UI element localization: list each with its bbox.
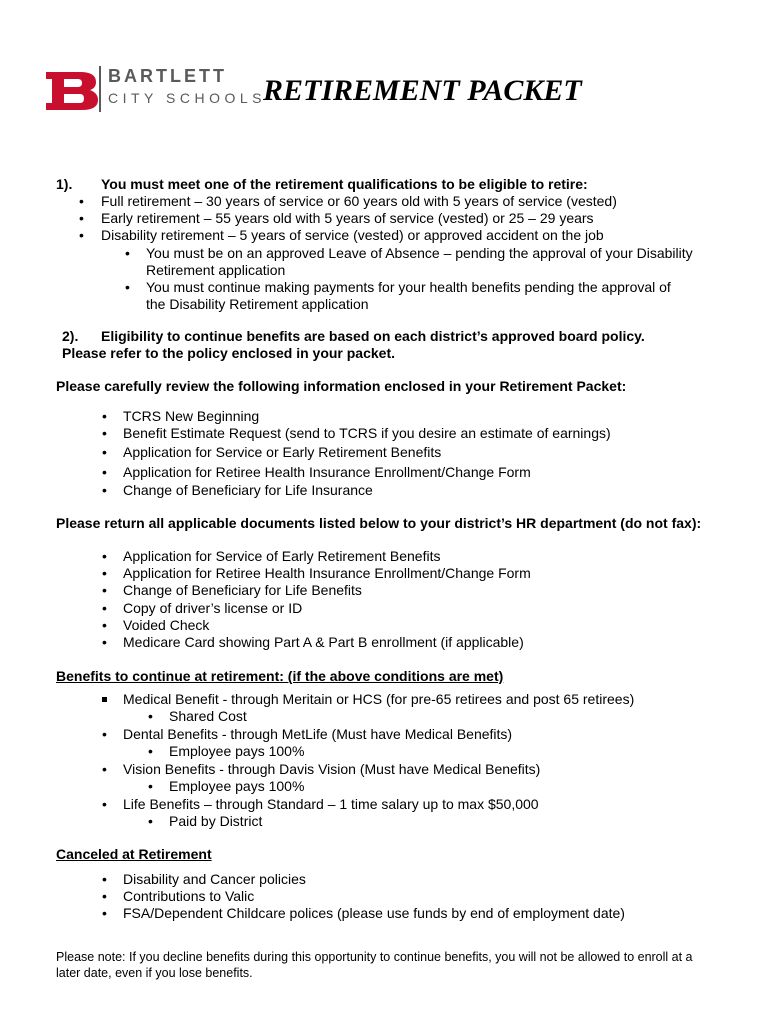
section2-heading: Eligibility to continue benefits are based on each district’s approved board policy. bbox=[101, 328, 645, 344]
bullet: • bbox=[148, 813, 153, 829]
list-item: Dental Benefits - through MetLife (Must have Medical Benefits) bbox=[123, 726, 513, 742]
bullet: • bbox=[102, 796, 107, 812]
note-line2: later date, even if you lose benefits. bbox=[56, 966, 253, 980]
list-item: Copy of driver’s license or ID bbox=[123, 600, 303, 616]
list-item: Application for Service or Early Retirement Benefits bbox=[123, 444, 442, 460]
logo-line1: BARTLETT bbox=[108, 66, 227, 86]
bullet: • bbox=[79, 193, 84, 209]
list-item: Early retirement – 55 years old with 5 years of service (vested) or 25 – 29 years bbox=[101, 210, 594, 226]
bullet: • bbox=[102, 634, 107, 650]
list-subitem: the Disability Retirement application bbox=[146, 296, 369, 312]
list-item: Life Benefits – through Standard – 1 time salary up to max $50,000 bbox=[123, 796, 539, 812]
bullet: • bbox=[102, 871, 107, 887]
list-subitem: Retirement application bbox=[146, 262, 286, 278]
section1-heading: You must meet one of the retirement qualifications to be eligible to retire: bbox=[101, 176, 588, 192]
list-item: Change of Beneficiary for Life Insurance bbox=[123, 482, 373, 498]
list-item: Medicare Card showing Part A & Part B enrollment (if applicable) bbox=[123, 634, 524, 650]
list-item: Application for Retiree Health Insurance Enrollment/Change Form bbox=[123, 464, 531, 480]
logo-divider bbox=[99, 66, 101, 112]
review-heading: Please carefully review the following information enclosed in your Retirement Packet: bbox=[56, 378, 627, 394]
bullet: • bbox=[79, 210, 84, 226]
bullet: • bbox=[102, 444, 107, 460]
list-item: Change of Beneficiary for Life Benefits bbox=[123, 582, 362, 598]
bullet: • bbox=[102, 482, 107, 498]
list-subitem: Shared Cost bbox=[169, 708, 247, 724]
bullet: • bbox=[79, 227, 84, 243]
bullet: • bbox=[102, 888, 107, 904]
page-title: RETIREMENT PACKET bbox=[263, 74, 582, 107]
bullet: • bbox=[102, 617, 107, 633]
bullet: • bbox=[102, 548, 107, 564]
bullet: • bbox=[125, 245, 130, 261]
list-item: Contributions to Valic bbox=[123, 888, 255, 904]
return-heading: Please return all applicable documents listed below to your district’s HR department (do not fax): bbox=[56, 515, 702, 531]
section2-number: 2). bbox=[62, 328, 79, 344]
bartlett-city-schools-logo bbox=[44, 64, 266, 114]
list-item: Application for Retiree Health Insurance Enrollment/Change Form bbox=[123, 565, 531, 581]
bullet: • bbox=[102, 905, 107, 921]
list-item: Medical Benefit - through Meritain or HCS (for pre-65 retirees and post 65 retirees) bbox=[123, 691, 635, 707]
list-item: FSA/Dependent Childcare polices (please use funds by end of employment date) bbox=[123, 905, 625, 921]
logo-line2: CITY SCHOOLS bbox=[108, 90, 266, 106]
square-bullet bbox=[102, 697, 107, 702]
list-subitem: Paid by District bbox=[169, 813, 263, 829]
canceled-heading: Canceled at Retirement bbox=[56, 846, 212, 862]
bullet: • bbox=[148, 743, 153, 759]
list-item: Disability and Cancer policies bbox=[123, 871, 306, 887]
bullet: • bbox=[148, 778, 153, 794]
list-subitem: You must continue making payments for your health benefits pending the approval of bbox=[146, 279, 671, 295]
list-item: Benefit Estimate Request (send to TCRS if you desire an estimate of earnings) bbox=[123, 425, 611, 441]
section1-number: 1). bbox=[56, 176, 73, 192]
note-line1: Please note: If you decline benefits during this opportunity to continue benefits, you will not be allowed to enroll at a bbox=[56, 950, 693, 964]
list-item: Application for Service of Early Retirement Benefits bbox=[123, 548, 441, 564]
bullet: • bbox=[102, 726, 107, 742]
section2-line2: Please refer to the policy enclosed in your packet. bbox=[62, 345, 396, 361]
list-subitem: Employee pays 100% bbox=[169, 778, 305, 794]
list-item: Full retirement – 30 years of service or 60 years old with 5 years of service (vested) bbox=[101, 193, 617, 209]
bullet: • bbox=[102, 761, 107, 777]
list-subitem: Employee pays 100% bbox=[169, 743, 305, 759]
bullet: • bbox=[102, 425, 107, 441]
list-item: Vision Benefits - through Davis Vision (Must have Medical Benefits) bbox=[123, 761, 541, 777]
list-item: TCRS New Beginning bbox=[123, 408, 260, 424]
logo-b-mark bbox=[44, 68, 102, 112]
bullet: • bbox=[102, 408, 107, 424]
bullet: • bbox=[102, 600, 107, 616]
list-item: Disability retirement – 5 years of service (vested) or approved accident on the job bbox=[101, 227, 604, 243]
bullet: • bbox=[102, 565, 107, 581]
bullet: • bbox=[148, 708, 153, 724]
benefits-heading: Benefits to continue at retirement: (if the above conditions are met) bbox=[56, 668, 504, 684]
list-subitem: You must be on an approved Leave of Absence – pending the approval of your Disability bbox=[146, 245, 693, 261]
bullet: • bbox=[102, 582, 107, 598]
bullet: • bbox=[125, 279, 130, 295]
bullet: • bbox=[102, 464, 107, 480]
list-item: Voided Check bbox=[123, 617, 210, 633]
